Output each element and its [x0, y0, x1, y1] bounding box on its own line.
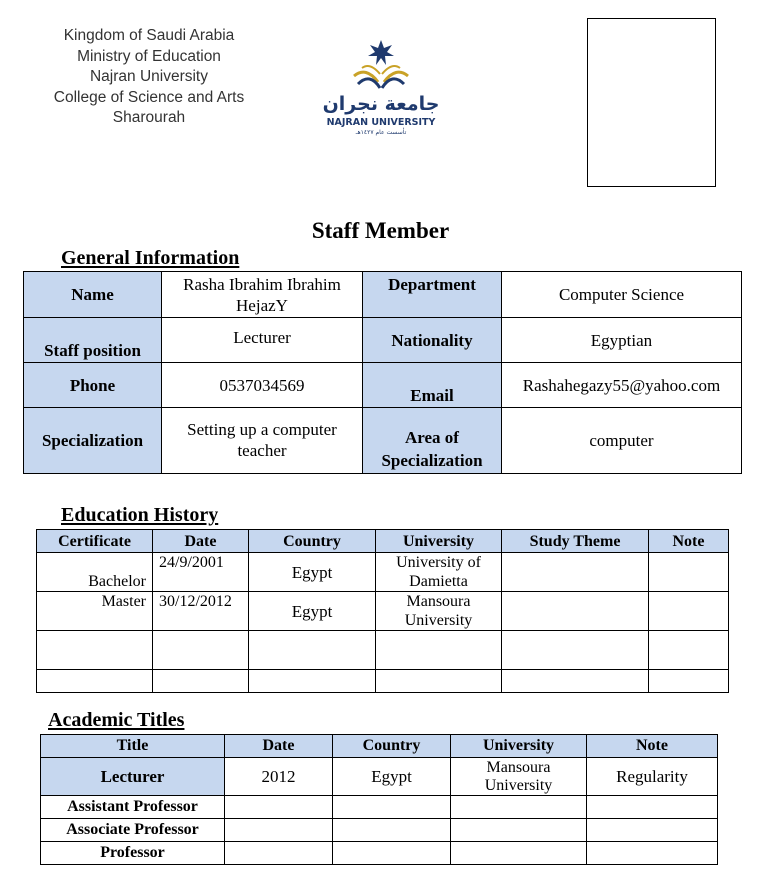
country-cell [333, 796, 451, 819]
column-header-country: Country [249, 530, 376, 553]
certificate-cell: Bachelor [37, 553, 153, 592]
university-cell: Mansoura University [376, 592, 502, 631]
nationality-value: Egyptian [502, 318, 742, 363]
column-header-study-theme: Study Theme [502, 530, 649, 553]
column-header-country: Country [333, 735, 451, 758]
country-cell: Egypt [249, 592, 376, 631]
page-title: Staff Member [311, 218, 450, 243]
country-cell: Egypt [333, 758, 451, 796]
note-cell [587, 796, 718, 819]
general-information-table [23, 271, 742, 474]
phone-label: Phone [24, 363, 162, 408]
table-row [41, 758, 718, 796]
institution-header [40, 26, 258, 129]
note-cell [587, 819, 718, 842]
table-row [37, 592, 729, 631]
certificate-cell: Master [37, 592, 153, 631]
header-line: Kingdom of Saudi Arabia [63, 27, 235, 44]
header-line: Sharourah [112, 109, 186, 127]
logo-arabic-name: جامعة نجران [322, 93, 440, 115]
name-value: Rasha Ibrahim Ibrahim HejazY [162, 272, 363, 318]
department-label: Department [363, 272, 502, 318]
date-cell [225, 819, 333, 842]
column-header-note: Note [587, 735, 718, 758]
column-header-university: University [451, 735, 587, 758]
table-row [41, 819, 718, 842]
header-line: College of Science and Arts [53, 88, 245, 106]
email-value: Rashahegazy55@yahoo.com [502, 363, 742, 408]
university-cell [451, 796, 587, 819]
date-cell: 2012 [225, 758, 333, 796]
table-row [37, 553, 729, 592]
logo-founded: تأسست عام ١٤٢٧هـ [355, 129, 407, 136]
table-row [37, 670, 729, 693]
column-header-title: Title [41, 735, 225, 758]
staff-position-value: Lecturer [162, 318, 363, 363]
star-icon [368, 40, 394, 65]
table-row [41, 796, 718, 819]
header-line: Ministry of Education [77, 47, 221, 65]
table-row [41, 842, 718, 865]
note-cell: Regularity [587, 758, 718, 796]
staff-position-label: Staff position [24, 318, 162, 363]
phone-value: 0537034569 [162, 363, 363, 408]
date-cell: 24/9/2001 [153, 553, 249, 592]
specialization-value: Setting up a computer teacher [162, 408, 363, 474]
country-cell [333, 842, 451, 865]
study-theme-cell [502, 553, 649, 592]
column-header-note: Note [649, 530, 729, 553]
university-cell [451, 842, 587, 865]
education-history-heading: Education History [61, 504, 219, 526]
study-theme-cell [502, 592, 649, 631]
date-cell: 30/12/2012 [153, 592, 249, 631]
date-cell [225, 842, 333, 865]
name-label: Name [24, 272, 162, 318]
area-of-specialization-label: Area of Specialization [363, 408, 502, 474]
country-cell [333, 819, 451, 842]
title-cell: Assistant Professor [41, 796, 225, 819]
nationality-label: Nationality [363, 318, 502, 363]
title-cell: Associate Professor [41, 819, 225, 842]
area-of-specialization-value: computer [502, 408, 742, 474]
note-cell [649, 592, 729, 631]
najran-university-logo [318, 38, 444, 138]
academic-titles-heading: Academic Titles [48, 709, 185, 731]
column-header-university: University [376, 530, 502, 553]
university-cell: Mansoura University [451, 758, 587, 796]
photo-placeholder [587, 18, 716, 187]
logo-english-name: NAJRAN UNIVERSITY [326, 117, 436, 128]
table-row [37, 631, 729, 670]
specialization-label: Specialization [24, 408, 162, 474]
column-header-date: Date [153, 530, 249, 553]
general-information-heading: General Information [61, 247, 240, 269]
education-history-table [36, 529, 729, 693]
country-cell: Egypt [249, 553, 376, 592]
header-line: Najran University [89, 68, 208, 86]
university-cell [451, 819, 587, 842]
department-value: Computer Science [502, 272, 742, 318]
title-cell: Lecturer [41, 758, 225, 796]
academic-titles-table [40, 734, 718, 865]
email-label: Email [363, 363, 502, 408]
column-header-certificate: Certificate [37, 530, 153, 553]
column-header-date: Date [225, 735, 333, 758]
note-cell [587, 842, 718, 865]
note-cell [649, 553, 729, 592]
university-cell: University of Damietta [376, 553, 502, 592]
date-cell [225, 796, 333, 819]
title-cell: Professor [41, 842, 225, 865]
